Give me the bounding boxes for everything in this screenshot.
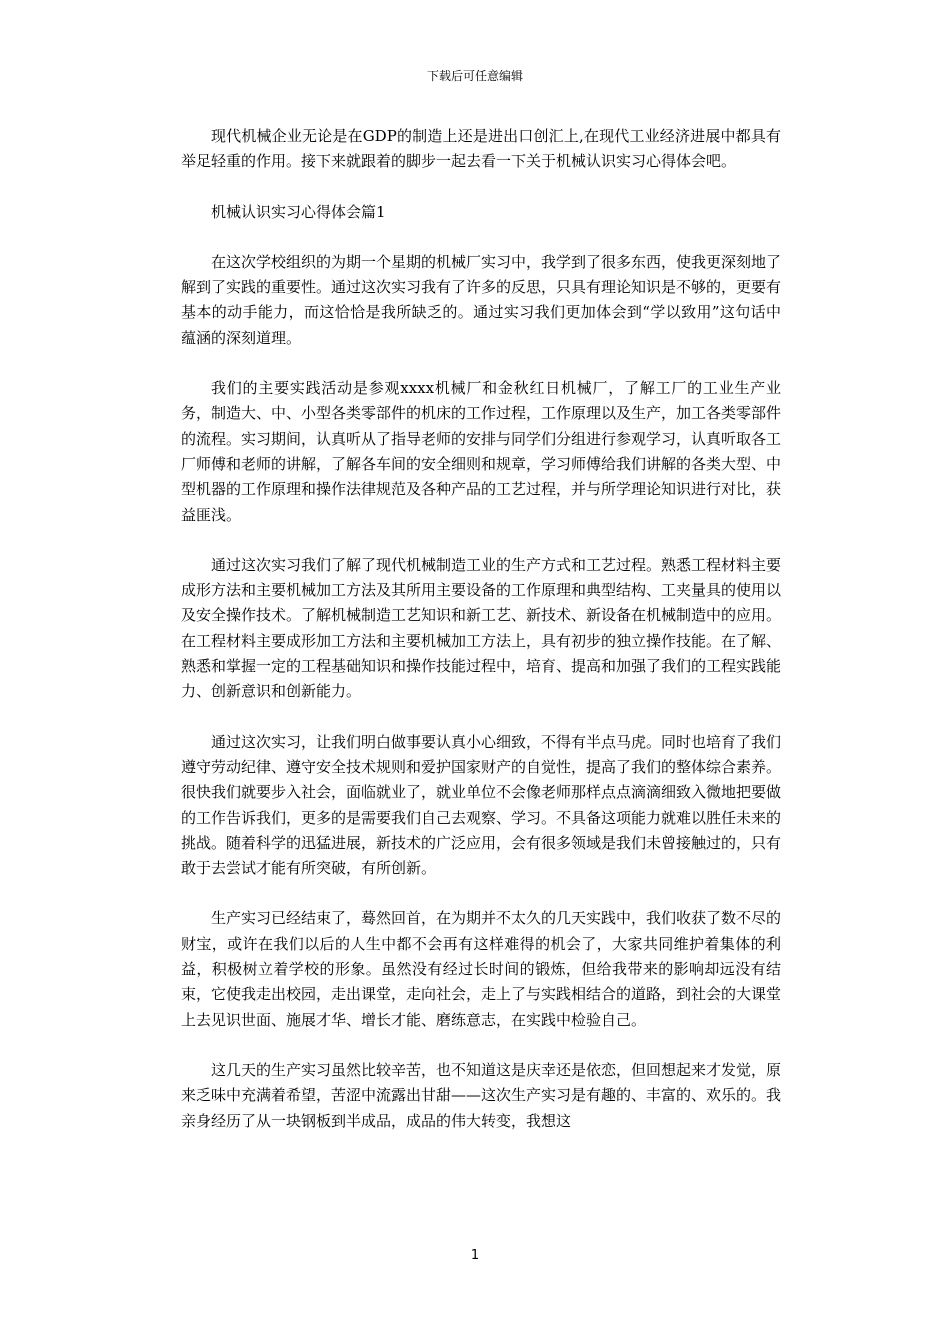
body-paragraph: 通过这次实习我们了解了现代机械制造工业的生产方式和工艺过程。熟悉工程材料主要成形方法和主要机械加工方法及其所用主要设备的工作原理和典型结构、工夹量具的使用以及安全操作技术。了解机械制造工艺知识和新工艺、新技术、新设备在机械制造中的应用。在工程材料主要成形加工方法和主要机械加工方法上，具有初步的独立操作技能。在了解、熟悉和掌握一定的工程基础知识和操作技能过程中，培育、提高和加强了我们的工程实践能力、创新意识和创新能力。: [181, 555, 782, 701]
body-paragraph: 这几天的生产实习虽然比较辛苦，也不知道这是庆幸还是依恋，但回想起来才发觉，原来乏味中充满着希望，苦涩中流露出甘甜——这次生产实习是有趣的、丰富的、欢乐的。我亲身经历了从一块钢板到半成品，成品的伟大转变，我想这: [181, 1060, 782, 1130]
page-header-note: 下载后可任意编辑: [426, 69, 523, 83]
page-number: 1: [470, 1248, 480, 1263]
document-body: [181, 124, 781, 1159]
section-title: 机械认识实习心得体会篇1: [211, 202, 386, 221]
body-paragraph: 生产实习已经结束了，蓦然回首，在为期并不太久的几天实践中，我们收获了数不尽的财宝，或许在我们以后的人生中都不会再有这样难得的机会了，大家共同维护着集体的利益，积极树立着学校的形象。虽然没有经过长时间的锻炼，但给我带来的影响却远没有结束，它使我走出校园，走出课堂，走向社会，走上了与实践相结合的道路，到社会的大课堂上去见识世面、施展才华、增长才能、磨练意志，在实践中检验自己。: [181, 909, 782, 1029]
body-paragraph: 通过这次实习，让我们明白做事要认真小心细致，不得有半点马虎。同时也培育了我们遵守劳动纪律、遵守安全技术规则和爱护国家财产的自觉性，提高了我们的整体综合素养。很快我们就要步入社会，面临就业了，就业单位不会像老师那样点点滴滴细致入微地把要做的工作告诉我们，更多的是需要我们自己去观察、学习。不具备这项能力就难以胜任未来的挑战。随着科学的迅猛进展，新技术的广泛应用，会有很多领域是我们未曾接触过的，只有敢于去尝试才能有所突破，有所创新。: [181, 732, 782, 878]
body-paragraph: 我们的主要实践活动是参观xxxx机械厂和金秋红日机械厂，了解工厂的工业生产业务，制造大、中、小型各类零部件的机床的工作过程，工作原理以及生产，加工各类零部件的流程。实习期间，认真听从了指导老师的安排与同学们分组进行参观学习，认真听取各工厂师傅和老师的讲解，了解各车间的安全细则和规章，学习师傅给我们讲解的各类大型、中型机器的工作原理和操作法律规范及各种产品的工艺过程，并与所学理论知识进行对比，获益匪浅。: [181, 379, 782, 524]
intro-paragraph: 现代机械企业无论是在GDP的制造上还是进出口创汇上,在现代工业经济进展中都具有举足轻重的作用。接下来就跟着的脚步一起去看一下关于机械认识实习心得体会吧。: [181, 127, 781, 171]
body-paragraph: 在这次学校组织的为期一个星期的机械厂实习中，我学到了很多东西，使我更深刻地了解到了实践的重要性。通过这次实习我有了许多的反思，只具有理论知识是不够的，更要有基本的动手能力，而这恰恰是我所缺乏的。通过实习我们更加体会到“学以致用”这句话中蕴涵的深刻道理。: [181, 252, 782, 347]
